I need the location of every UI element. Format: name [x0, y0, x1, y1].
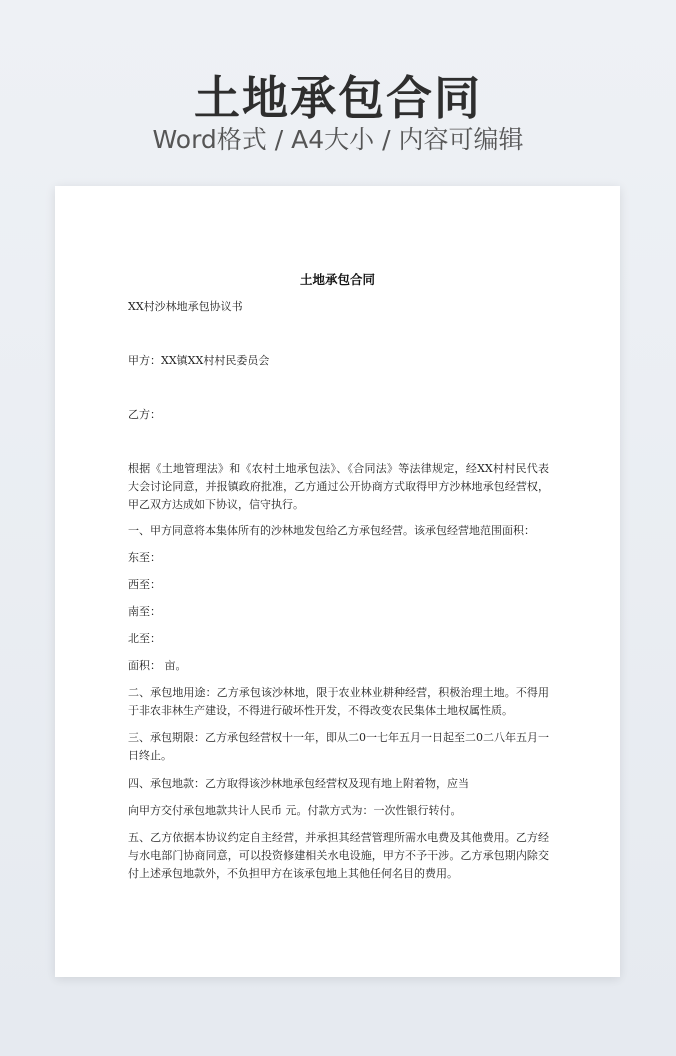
agreement-name: XX村沙林地承包协议书 [128, 300, 243, 313]
clause-1: 一、甲方同意将本集体所有的沙林地发包给乙方承包经营。该承包经营地范围面积： [128, 524, 535, 537]
page-subtitle: Word格式 / A4大小 / 内容可编辑 [152, 125, 524, 154]
clause-3: 三、承包期限：乙方承包经营权十一年，即从二0一七年五月一日起至二0二八年五月一日终止。 [128, 731, 549, 762]
preamble-paragraph: 根据《土地管理法》和《农村土地承包法》、《合同法》等法律规定，经XX村村民代表大会讨论同意，并报镇政府批准，乙方通过公开协商方式取得甲方沙林地承包经营权，甲乙双方达成如下协议，信守执行。 [128, 462, 549, 511]
document-page [55, 186, 620, 977]
clause-4-line-2: 向甲方交付承包地款共计人民币 元。付款方式为：一次性银行转付。 [128, 804, 462, 817]
document-title: 土地承包合同 [299, 272, 375, 287]
clause-4-line-1: 四、承包地款：乙方取得该沙林地承包经营权及现有地上附着物，应当 [128, 777, 469, 790]
party-b: 乙方： [128, 408, 161, 421]
boundary-west: 西至： [128, 578, 161, 591]
area-line: 面积： 亩。 [128, 659, 187, 672]
clause-5: 五、乙方依据本协议约定自主经营，并承担其经营管理所需水电费及其他费用。乙方经与水电部门协商同意，可以投资修建相关水电设施，甲方不予干涉。乙方承包期内除交付上述承包地款外，不负担甲方在该承包地上其他任何名目的费用。 [128, 831, 549, 880]
clause-2: 二、承包地用途：乙方承包该沙林地，限于农业林业耕种经营，积极治理土地。不得用于非农非林生产建设，不得进行破坏性开发，不得改变农民集体土地权属性质。 [128, 686, 549, 717]
party-a: 甲方：XX镇XX村村民委员会 [128, 354, 270, 367]
boundary-south: 南至： [128, 605, 161, 618]
boundary-east: 东至： [128, 551, 161, 564]
page-title: 土地承包合同 [194, 71, 482, 125]
boundary-north: 北至： [128, 632, 161, 645]
